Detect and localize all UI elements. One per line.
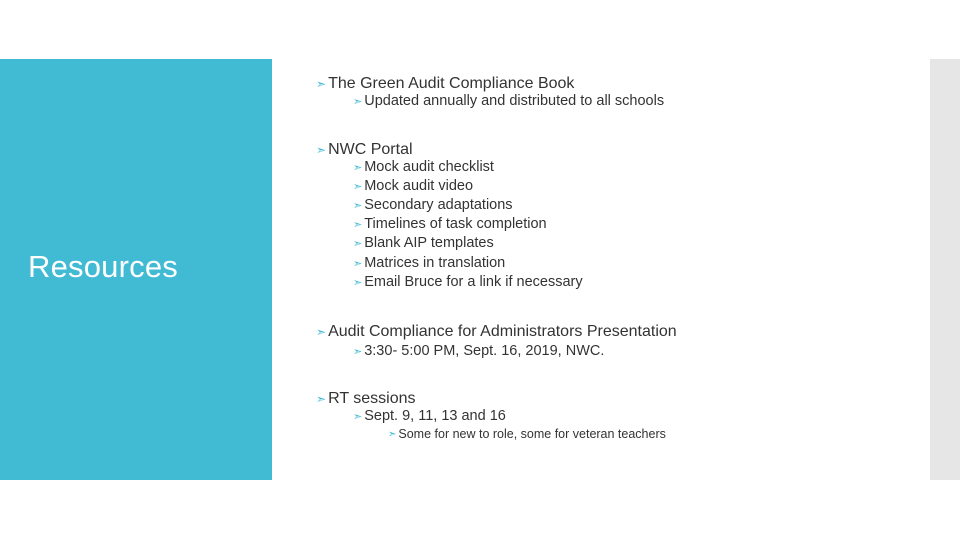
bullet-text: Sept. 9, 11, 13 and 16 bbox=[364, 408, 506, 424]
bullet-rt-audience bbox=[388, 427, 666, 441]
bullet-text: Secondary adaptations bbox=[364, 197, 513, 213]
bullet-text: Timelines of task completion bbox=[364, 216, 547, 232]
arrow-bullet-icon: ➣ bbox=[316, 77, 327, 91]
title-panel bbox=[0, 59, 272, 480]
bullet-nwc-item bbox=[353, 235, 494, 251]
arrow-bullet-icon: ➣ bbox=[353, 276, 363, 289]
bullet-green-audit-sub bbox=[353, 93, 664, 109]
bullet-nwc-item bbox=[353, 274, 583, 290]
arrow-bullet-icon: ➣ bbox=[353, 345, 363, 358]
bullet-text: Mock audit checklist bbox=[364, 159, 494, 175]
bullet-rt-dates bbox=[353, 408, 506, 424]
bullet-admin-presentation-sub bbox=[353, 343, 604, 359]
arrow-bullet-icon: ➣ bbox=[316, 143, 327, 157]
arrow-bullet-icon: ➣ bbox=[353, 95, 363, 108]
side-strip bbox=[930, 59, 960, 480]
arrow-bullet-icon: ➣ bbox=[353, 257, 363, 270]
bullet-nwc-item bbox=[353, 197, 513, 213]
bullet-rt-sessions bbox=[316, 390, 416, 408]
arrow-bullet-icon: ➣ bbox=[388, 428, 397, 440]
bullet-nwc-item bbox=[353, 216, 547, 232]
bullet-text: RT sessions bbox=[328, 390, 416, 407]
bullet-nwc-item bbox=[353, 159, 494, 175]
bullet-text: NWC Portal bbox=[328, 141, 413, 158]
bullet-text: Audit Compliance for Administrators Presentation bbox=[328, 323, 677, 340]
bullet-text: Email Bruce for a link if necessary bbox=[364, 274, 583, 290]
bullet-admin-presentation bbox=[316, 323, 677, 341]
bullet-text: The Green Audit Compliance Book bbox=[328, 75, 575, 92]
bullet-nwc-portal bbox=[316, 141, 413, 159]
arrow-bullet-icon: ➣ bbox=[353, 410, 363, 423]
bullet-nwc-item bbox=[353, 255, 505, 271]
arrow-bullet-icon: ➣ bbox=[353, 199, 363, 212]
arrow-bullet-icon: ➣ bbox=[353, 237, 363, 250]
bullet-text: Matrices in translation bbox=[364, 255, 506, 271]
arrow-bullet-icon: ➣ bbox=[353, 180, 363, 193]
bullet-text: Some for new to role, some for veteran teachers bbox=[398, 427, 666, 441]
bullet-text: 3:30- 5:00 PM, Sept. 16, 2019, NWC. bbox=[364, 343, 605, 359]
arrow-bullet-icon: ➣ bbox=[316, 325, 327, 339]
arrow-bullet-icon: ➣ bbox=[353, 218, 363, 231]
arrow-bullet-icon: ➣ bbox=[353, 161, 363, 174]
bullet-text: Blank AIP templates bbox=[364, 235, 494, 251]
bullet-text: Mock audit video bbox=[364, 178, 474, 194]
bullet-green-audit bbox=[316, 75, 574, 93]
bullet-text: Updated annually and distributed to all schools bbox=[364, 93, 665, 109]
slide-title: Resources bbox=[28, 249, 178, 284]
arrow-bullet-icon: ➣ bbox=[316, 392, 327, 406]
bullet-nwc-item bbox=[353, 178, 473, 194]
